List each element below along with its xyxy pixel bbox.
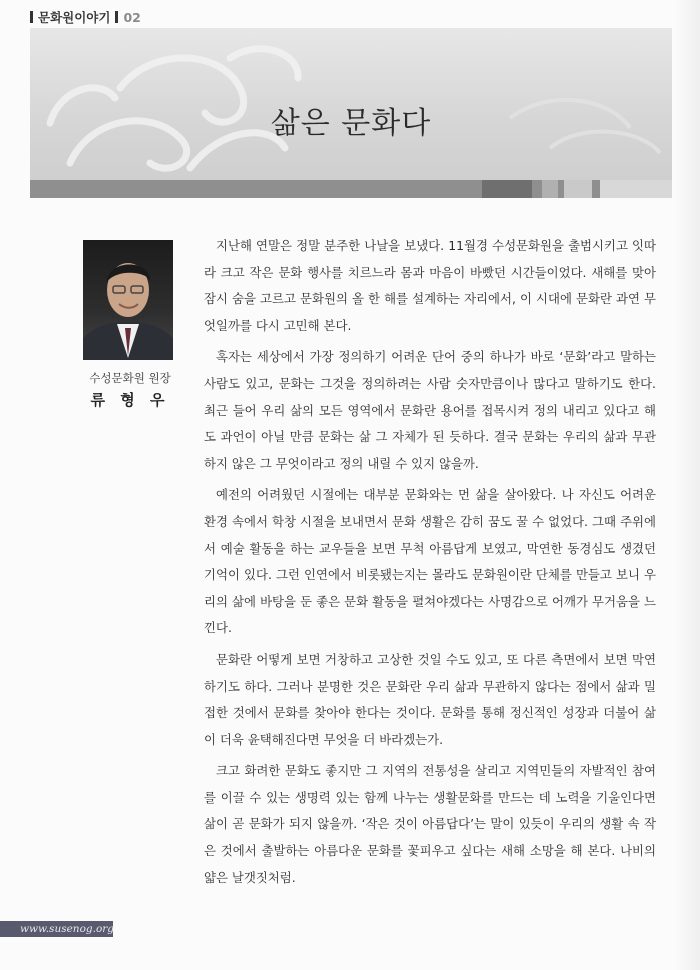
stripe-block — [600, 180, 672, 198]
stripe-block — [564, 180, 592, 198]
page-number: 02 — [123, 9, 141, 25]
title-stripe — [30, 180, 672, 198]
author-name: 류 형 우 — [90, 391, 170, 409]
paragraph: 문화란 어떻게 보면 거창하고 고상한 것일 수도 있고, 또 다른 측면에서 보면 막연하기도 하다. 그러나 분명한 것은 문화란 우리 삶과 무관하지 않다는 점에서 삶과 밀접한 것에서 문화를 찾아야 한다는 것이다. 문화를 통해 정신적인 성장과 더불어 삶이 더욱 윤택해진다면 무엇을 더 바라겠는가. — [204, 651, 656, 747]
stripe-block — [482, 180, 532, 198]
author-caption — [80, 370, 180, 410]
paragraph: 크고 화려한 문화도 좋지만 그 지역의 전통성을 살리고 지역민들의 자발적인 참여를 이끌 수 있는 생명력 있는 함께 나누는 생활문화를 만드는 데 노력을 기울인다면 삶이 곧 문화가 되지 않을까. ‘작은 것이 아름답다’는 말이 있듯이 우리의 생활 속 작은 것에서 출발하는 아름다운 문화를 꽃피우고 싶다는 새해 소망을 해 본다. 나비의 얇은 날갯짓처럼. — [204, 763, 656, 885]
paragraph: 혹자는 세상에서 가장 정의하기 어려운 단어 중의 하나가 바로 ‘문화’라고 말하는 사람도 있고, 문화는 그것을 정의하려는 사람 숫자만큼이나 많다고 말하기도 한다. 최근 들어 우리 삶의 모든 영역에서 문화란 용어를 접목시켜 정의 내리고 있다고 해도 과언이 아닐 만큼 문화는 삶 그 자체가 된 듯하다. 결국 문화는 우리의 삶과 무관하지 않은 그 무엇이라고 정의 내릴 수 있지 않을까. — [204, 349, 656, 471]
article-body — [204, 233, 656, 896]
bar-marker-icon — [30, 11, 33, 23]
author-photo — [83, 240, 173, 360]
footer-url[interactable]: www.susenog.org — [0, 921, 113, 937]
section-header — [30, 6, 141, 28]
paragraph: 지난해 연말은 정말 분주한 나날을 보냈다. 11월경 수성문화원을 출범시키고 잇따라 크고 작은 문화 행사를 치르느라 몸과 마음이 바빴던 시간들이었다. 새해를 맞아 잠시 숨을 고르고 문화원의 올 한 해를 설계하는 자리에서, 이 시대에 문화란 과연 무엇일까를 다시 고민해 본다. — [204, 238, 656, 333]
paragraph: 예전의 어려웠던 시절에는 대부분 문화와는 먼 삶을 살아왔다. 나 자신도 어려운 환경 속에서 학창 시절을 보내면서 문화 생활은 감히 꿈도 꿀 수 없었다. 그때 주위에서 예술 활동을 하는 교우들을 보면 무척 아름답게 보였고, 막연한 동경심도 생겼던 기억이 있다. 그런 인연에서 비롯됐는지는 몰라도 문화원이란 단체를 만들고 보니 우리의 삶에 바탕을 둔 좋은 문화 활동을 펼쳐야겠다는 사명감으로 어깨가 무거움을 느낀다. — [204, 487, 656, 636]
page-title: 삶은 문화다 — [270, 106, 432, 141]
section-label: 문화원이야기 — [38, 10, 111, 25]
portrait-icon — [83, 240, 173, 360]
bar-marker-icon — [115, 11, 118, 23]
author-role: 수성문화원 원장 — [89, 371, 171, 385]
title-banner — [30, 28, 672, 180]
page-edge-shadow — [674, 0, 700, 970]
stripe-block — [542, 180, 558, 198]
